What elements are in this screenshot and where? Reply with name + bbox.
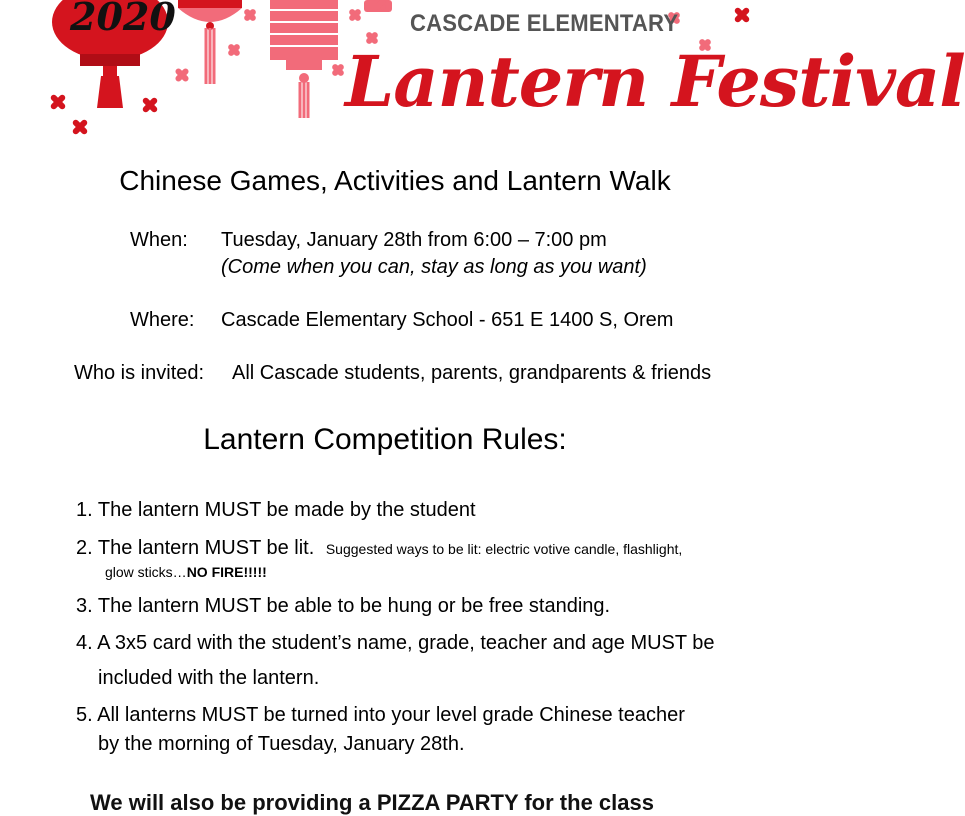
rule-item-5-cont: by the morning of Tuesday, January 28th. <box>98 733 465 755</box>
when-label: When: <box>130 229 188 251</box>
when-value: Tuesday, January 28th from 6:00 – 7:00 pm <box>221 229 607 251</box>
rule-number: 3. <box>76 595 93 617</box>
rule-text: The lantern MUST be able to be hung or be free standing. <box>97 595 611 617</box>
rule-number: 2. <box>76 537 93 559</box>
rule-text: A 3x5 card with the student’s name, grade, teacher and age MUST be <box>97 632 715 654</box>
rule-note-cont: glow sticks… <box>105 564 187 580</box>
no-fire-warning: NO FIRE!!!!! <box>186 564 267 580</box>
cylinder-lantern-icon <box>270 0 338 118</box>
when-note: (Come when you can, stay as long as you want) <box>221 256 647 278</box>
rule-text: The lantern MUST be lit. <box>97 537 315 559</box>
where-label: Where: <box>130 309 195 331</box>
who-label: Who is invited: <box>74 362 205 384</box>
rule-item-5 <box>76 704 685 727</box>
rule-item-4 <box>76 632 715 655</box>
footer-text: We will also be providing a PIZZA PARTY for the class <box>90 790 654 815</box>
rule-item-2-cont <box>105 564 267 580</box>
rule-item-2 <box>76 537 682 560</box>
rules-title: Lantern Competition Rules: <box>203 423 567 456</box>
rule-item-4-cont: included with the lantern. <box>98 667 320 689</box>
rule-text: The lantern MUST be made by the student <box>97 499 476 521</box>
where-value: Cascade Elementary School - 651 E 1400 S, Orem <box>221 309 674 331</box>
rule-note: Suggested ways to be lit: electric votive candle, flashlight, <box>325 541 683 557</box>
festival-title: Lantern Festival <box>345 40 965 123</box>
event-subtitle: Chinese Games, Activities and Lantern Walk <box>119 165 671 196</box>
rule-number: 5. <box>76 704 93 726</box>
school-name: CASCADE ELEMENTARY <box>410 10 679 37</box>
rule-text: All lanterns MUST be turned into your level grade Chinese teacher <box>97 704 685 726</box>
rule-item-1 <box>76 499 476 522</box>
rule-item-3 <box>76 595 610 618</box>
year-label: 2020 <box>70 0 176 39</box>
who-value: All Cascade students, parents, grandparents & friends <box>232 362 712 384</box>
rule-number: 4. <box>76 632 93 654</box>
rule-number: 1. <box>76 499 93 521</box>
